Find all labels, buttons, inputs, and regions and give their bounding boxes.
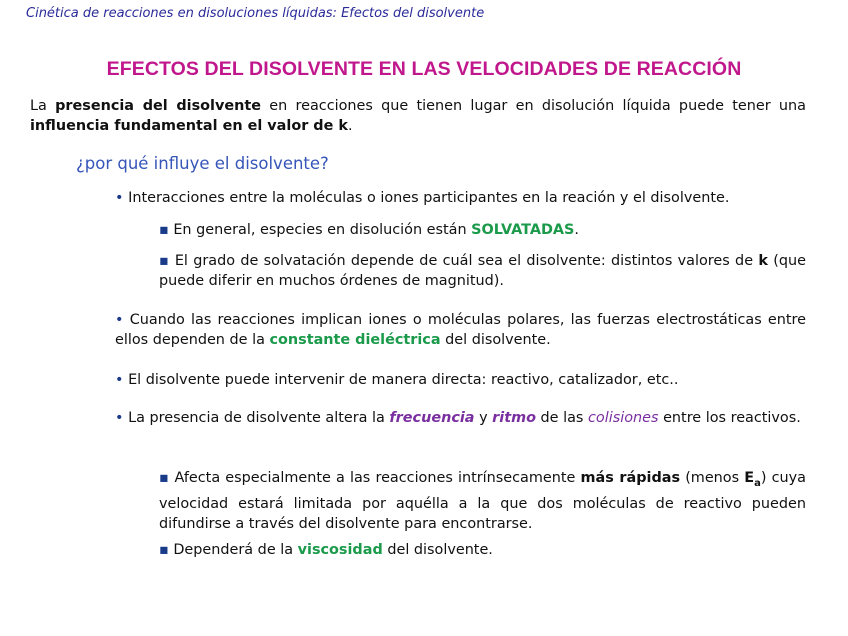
small-bullet-icon: ▪ [159, 542, 169, 558]
sub-item-solvated: ▪ En general, especies en disolución están SOLVATADAS. [159, 222, 579, 238]
bullet-icon: • [115, 410, 124, 426]
bullet-item-collisions: • La presencia de disolvente altera la frecuencia y ritmo de las colisiones entre los reactivos. [115, 410, 801, 426]
slide-title: EFECTOS DEL DISOLVENTE EN LAS VELOCIDADES DE REACCIÓN [106, 58, 742, 80]
slide-header: Cinética de reacciones en disoluciones líquidas: Efectos del disolvente [26, 6, 485, 21]
bullet-item-dielectric: • Cuando las reacciones implican iones o moléculas polares, las fuerzas electrostáticas entre ellos dependen de la constante dieléctrica del disolvente. [115, 312, 806, 348]
sub-item-viscosity: ▪ Dependerá de la viscosidad del disolvente. [159, 542, 493, 558]
bullet-item-interactions: • Interacciones entre la moléculas o iones participantes en la reación y el disolvente. [115, 190, 730, 206]
sub-item-fast-reactions: ▪ Afecta especialmente a las reacciones intrínsecamente más rápidas (menos $E_a$) cuya velocidad estará limitada por aquélla a la que dos moléculas de reactivo pueden difundirse a través del disolvente para encontrarse. [159, 470, 807, 532]
sub-item-solvation-degree: ▪ El grado de solvatación depende de cuál sea el disolvente: distintos valores de k (que puede diferir en muchos órdenes de magnitud). [159, 253, 806, 289]
bullet-icon: • [115, 312, 124, 328]
bullet-item-direct-role: • El disolvente puede intervenir de manera directa: reactivo, catalizador, etc.. [115, 372, 679, 388]
bullet-icon: • [115, 372, 124, 388]
bullet-icon: • [115, 190, 124, 206]
question-heading: ¿por qué influye el disolvente? [76, 154, 329, 173]
small-bullet-icon: ▪ [159, 470, 170, 486]
small-bullet-icon: ▪ [159, 222, 169, 238]
small-bullet-icon: ▪ [159, 253, 170, 269]
intro-paragraph: La presencia del disolvente en reacciones que tienen lugar en disolución líquida puede tener una influencia fundamental en el valor de k. [30, 98, 806, 134]
